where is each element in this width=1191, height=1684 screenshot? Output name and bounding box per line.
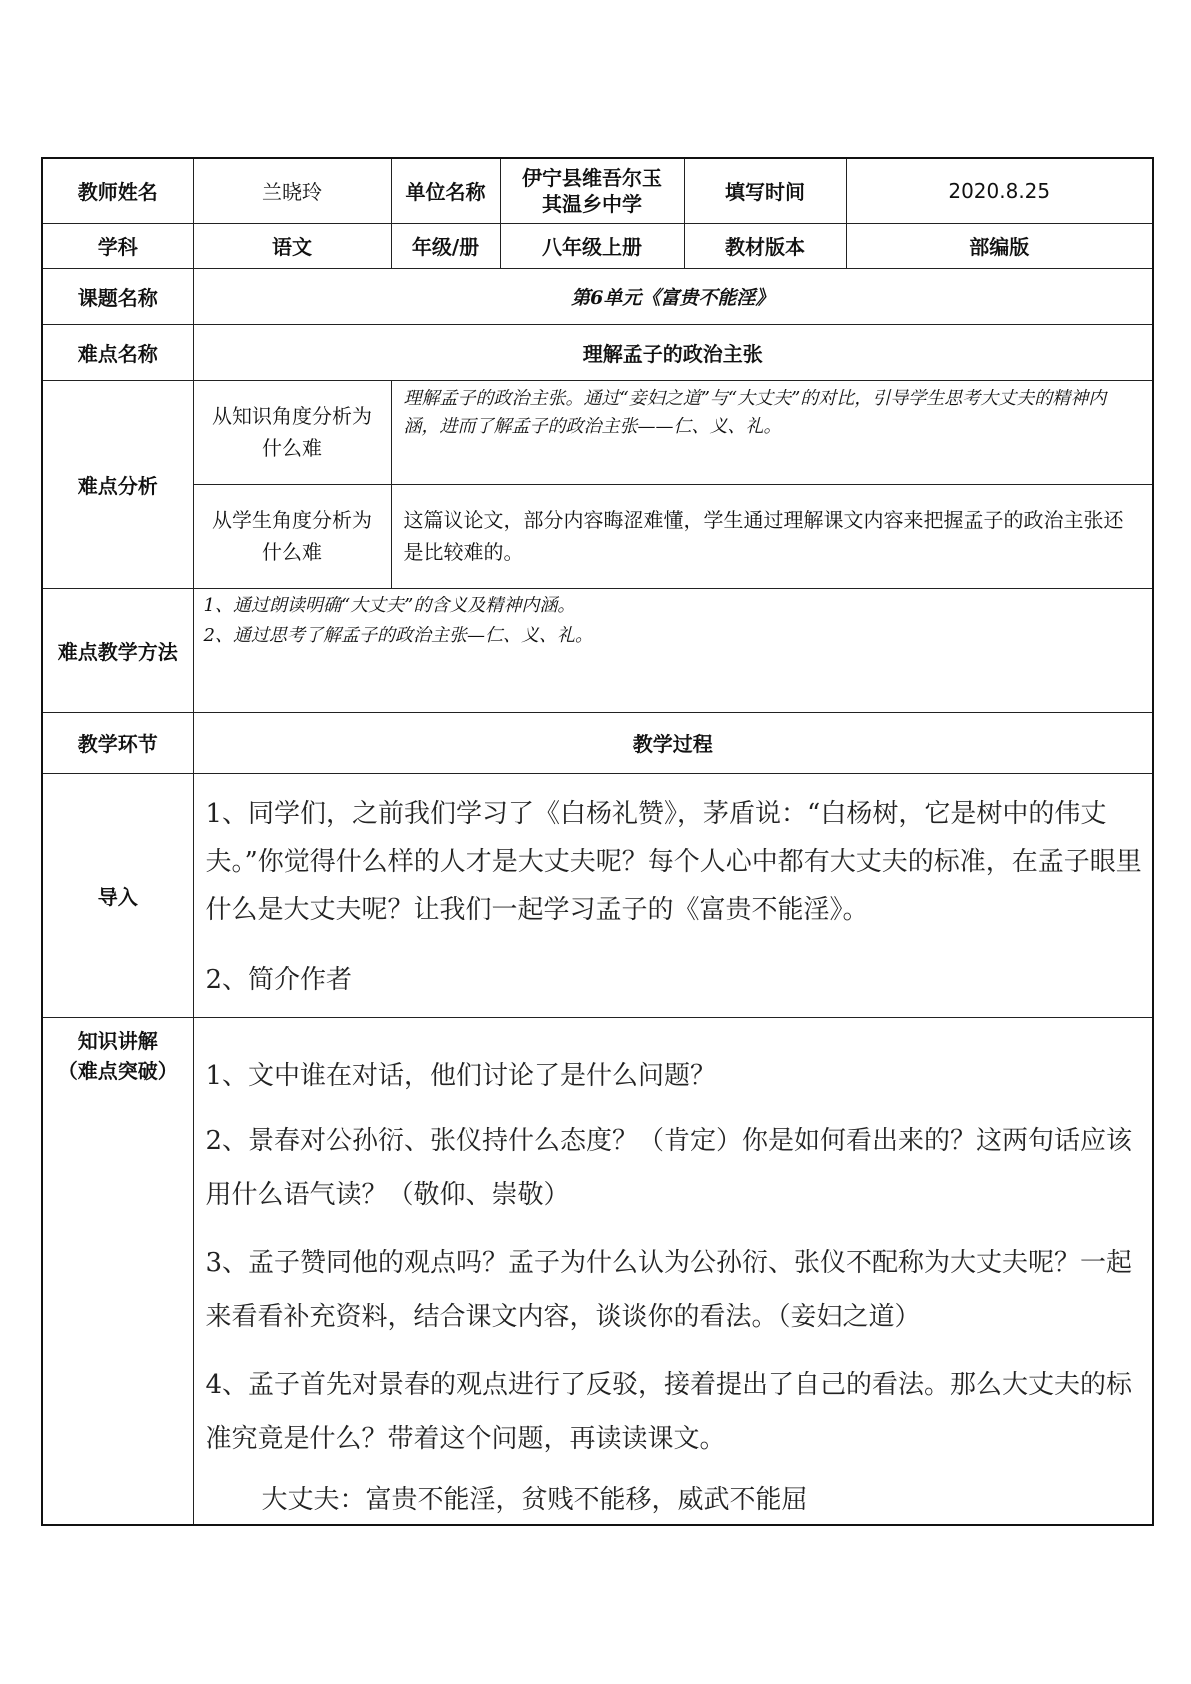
- analysis-label: 难点分析: [42, 380, 193, 588]
- knowledge-angle-label: 从知识角度分析为什么难: [193, 380, 391, 484]
- difficulty-value: 理解孟子的政治主张: [193, 324, 1153, 380]
- header-row-1: [42, 158, 1153, 223]
- intro-content: [193, 773, 1153, 1017]
- knowledge-question-3: 3、孟子赞同他的观点吗？孟子为什么认为公孙衍、张仪不配称为大丈夫呢？一起来看看补充资料，结合课文内容，谈谈你的看法。（妾妇之道）: [205, 1247, 1133, 1332]
- student-angle-label: 从学生角度分析为什么难: [193, 484, 391, 588]
- edition-label: 教材版本: [684, 223, 846, 268]
- intro-row: [42, 773, 1153, 1017]
- grade-value: 八年级上册: [500, 223, 684, 268]
- analysis-row-student: [42, 484, 1153, 588]
- topic-label: 课题名称: [42, 268, 193, 324]
- edition-value: 部编版: [846, 223, 1153, 268]
- grade-label: 年级/册: [391, 223, 500, 268]
- analysis-row-knowledge: [42, 380, 1153, 484]
- knowledge-angle-text: 理解孟子的政治主张。通过“妾妇之道”与“大丈夫”的对比，引导学生思考大丈夫的精神内涵，进而了解孟子的政治主张——仁、义、礼。: [391, 380, 1153, 484]
- knowledge-row: [42, 1017, 1153, 1525]
- date-label: 填写时间: [684, 158, 846, 223]
- subject-label: 学科: [42, 223, 193, 268]
- teacher-label: 教师姓名: [42, 158, 193, 223]
- teacher-name: 兰晓玲: [193, 158, 391, 223]
- date-value: 2020.8.25: [846, 158, 1153, 223]
- subject-value: 语文: [193, 223, 391, 268]
- intro-paragraph-2: 2、简介作者: [205, 965, 353, 995]
- method-row: [42, 588, 1153, 712]
- step-header-label: 教学环节: [42, 712, 193, 773]
- topic-row: [42, 268, 1153, 324]
- process-header-label: 教学过程: [193, 712, 1153, 773]
- topic-value: 第6单元《富贵不能淫》: [193, 268, 1153, 324]
- unit-label: 单位名称: [391, 158, 500, 223]
- method-text: [193, 588, 1153, 712]
- method-line-1: 1、通过朗读明确“大丈夫”的含义及精神内涵。: [203, 594, 576, 616]
- knowledge-label-line-1: 知识讲解: [77, 1028, 158, 1053]
- lesson-plan-table: [41, 157, 1154, 1526]
- knowledge-question-1: 1、文中谁在对话，他们讨论了是什么问题？: [205, 1060, 717, 1091]
- process-header-row: [42, 712, 1153, 773]
- unit-name: 伊宁县维吾尔玉其温乡中学: [500, 158, 684, 223]
- header-row-2: [42, 223, 1153, 268]
- knowledge-summary: 大丈夫：富贵不能淫，贫贱不能移，威武不能屈: [261, 1484, 808, 1515]
- difficulty-row: [42, 324, 1153, 380]
- knowledge-question-2: 2、景春对公孙衍、张仪持什么态度？（肯定）你是如何看出来的？这两句话应该用什么语气读？（敬仰、崇敬）: [205, 1125, 1133, 1210]
- difficulty-label: 难点名称: [42, 324, 193, 380]
- knowledge-question-4: 4、孟子首先对景春的观点进行了反驳，接着提出了自己的看法。那么大丈夫的标准究竟是什么？带着这个问题，再读读课文。: [205, 1369, 1133, 1454]
- intro-label: 导入: [42, 773, 193, 1017]
- knowledge-content: [193, 1017, 1153, 1525]
- intro-paragraph-1: 1、同学们，之前我们学习了《白杨礼赞》，茅盾说：“白杨树，它是树中的伟丈夫。”你觉得什么样的人才是大丈夫呢？每个人心中都有大丈夫的标准，在孟子眼里什么是大丈夫呢？让我们一起学习孟子的《富贵不能淫》。: [205, 799, 1142, 925]
- knowledge-label: [42, 1017, 193, 1525]
- method-line-2: 2、通过思考了解孟子的政治主张—仁、义、礼。: [203, 624, 593, 646]
- student-angle-text: 这篇议论文，部分内容晦涩难懂，学生通过理解课文内容来把握孟子的政治主张还是比较难的。: [391, 484, 1153, 588]
- method-label: 难点教学方法: [42, 588, 193, 712]
- knowledge-label-line-2: （难点突破）: [57, 1058, 178, 1083]
